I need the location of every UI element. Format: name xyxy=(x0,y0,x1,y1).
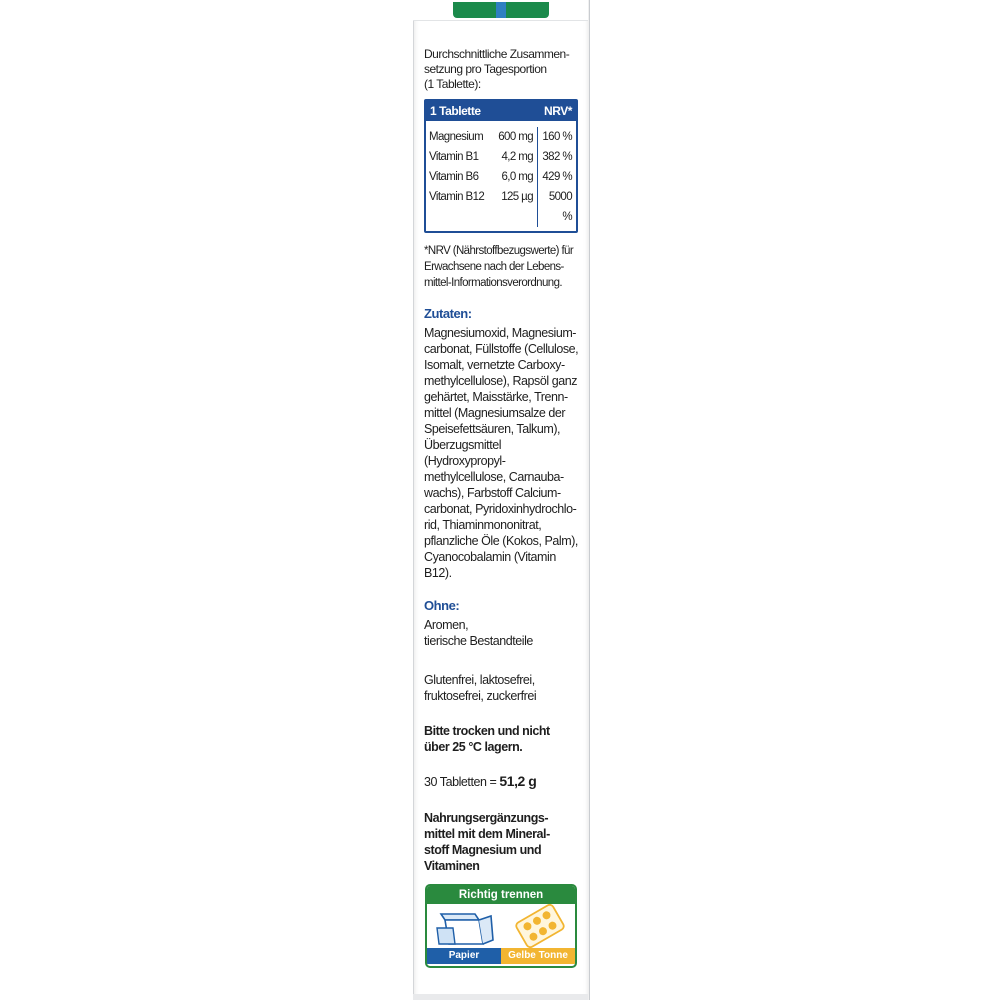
ingredients-heading: Zutaten: xyxy=(424,306,472,321)
nutrition-row xyxy=(426,187,576,227)
intro-line: (1 Tablette): xyxy=(424,77,481,91)
brand-logo-strip xyxy=(453,2,549,18)
recycling-icons xyxy=(427,904,575,948)
nutrition-row xyxy=(426,127,576,147)
ingredients-line: mittel (Magnesiumsalze der xyxy=(424,406,566,420)
free-from-line: fruktosefrei, zuckerfrei xyxy=(424,689,537,703)
nutrient-name: Vitamin B6 xyxy=(429,171,479,183)
ingredients-section xyxy=(424,306,584,581)
nutrition-row xyxy=(426,147,576,167)
recycling-title: Richtig trennen xyxy=(427,886,575,904)
free-from-statement xyxy=(424,672,584,704)
product-type-line: stoff Magnesium und xyxy=(424,843,542,857)
nutrient-nrv: 5000 % xyxy=(537,187,576,227)
ingredients-line: Cyanocobalamin (Vitamin B12). xyxy=(424,550,556,580)
ingredients-line: gehärtet, Maisstärke, Trenn- xyxy=(424,390,568,404)
without-section xyxy=(424,598,584,649)
ingredients-line: Isomalt, vernetzte Carboxy- xyxy=(424,358,565,372)
net-weight-value: 51,2 g xyxy=(499,773,537,789)
nutrition-table-body xyxy=(426,121,576,231)
without-line: tierische Bestandteile xyxy=(424,634,533,648)
footnote-line: Erwachsene nach der Lebens- xyxy=(424,261,564,273)
package-bottom-edge xyxy=(413,994,588,1000)
nutrient-nrv: 382 % xyxy=(537,147,576,167)
yellow-bin-label: Gelbe Tonne xyxy=(501,948,575,964)
storage-line: über 25 °C lagern. xyxy=(424,740,523,754)
nutrient-nrv: 429 % xyxy=(537,167,576,187)
ingredients-line: Überzugsmittel (Hydroxypropyl- xyxy=(424,438,506,468)
product-type-line: Nahrungsergänzungs- xyxy=(424,811,549,825)
footnote-line: *NRV (Nährstoffbezugswerte) für xyxy=(424,245,574,257)
nutrition-table xyxy=(424,99,578,233)
blister-pack-icon xyxy=(505,904,575,948)
serving-intro xyxy=(424,47,584,92)
nutrient-amount: 600 mg xyxy=(498,131,533,143)
ingredients-line: rid, Thiaminmononitrat, xyxy=(424,518,542,532)
ingredients-line: carbonat, Pyridoxinhydrochlo- xyxy=(424,502,577,516)
without-heading: Ohne: xyxy=(424,598,460,613)
product-type-line: mittel mit dem Mineral- xyxy=(424,827,550,841)
net-weight xyxy=(424,773,584,790)
free-from-line: Glutenfrei, laktosefrei, xyxy=(424,673,535,687)
nutrient-amount: 125 µg xyxy=(501,191,533,203)
nrv-footnote xyxy=(424,243,584,291)
nutrient-name: Magnesium xyxy=(429,131,484,143)
nutrient-amount: 6,0 mg xyxy=(501,171,533,183)
recycling-labels xyxy=(427,948,575,964)
ingredients-line: Magnesiumoxid, Magnesium- xyxy=(424,326,577,340)
nutrient-name: Vitamin B1 xyxy=(429,151,479,163)
ingredients-line: methylcellulose), Rapsöl ganz xyxy=(424,374,578,388)
without-line: Aromen, xyxy=(424,618,469,632)
intro-line: Durchschnittliche Zusammen- xyxy=(424,47,570,61)
nutrient-name: Vitamin B12 xyxy=(429,191,485,203)
net-weight-prefix: 30 Tabletten = xyxy=(424,775,500,789)
nutrition-row xyxy=(426,167,576,187)
paper-label: Papier xyxy=(427,948,501,964)
intro-line: setzung pro Tagesportion xyxy=(424,62,547,76)
ingredients-line: wachs), Farbstoff Calcium- xyxy=(424,486,561,500)
paper-bin-icon xyxy=(431,904,501,948)
nutrient-amount: 4,2 mg xyxy=(501,151,533,163)
nutrient-nrv: 160 % xyxy=(537,127,576,147)
product-type xyxy=(424,810,584,874)
ingredients-line: carbonat, Füllstoffe (Cellulose, xyxy=(424,342,579,356)
ingredients-line: methylcellulose, Carnauba- xyxy=(424,470,564,484)
storage-line: Bitte trocken und nicht xyxy=(424,724,550,738)
footnote-line: mittel-Informationsverordnung. xyxy=(424,277,562,289)
recycling-guide xyxy=(425,884,577,968)
nutrition-header-nrv: NRV* xyxy=(544,104,572,118)
product-type-line: Vitaminen xyxy=(424,859,480,873)
nutrition-table-header xyxy=(426,101,576,121)
label-content xyxy=(424,47,584,874)
nutrition-header-serving: 1 Tablette xyxy=(430,104,481,118)
ingredients-line: pflanzliche Öle (Kokos, Palm), xyxy=(424,534,578,548)
storage-instructions xyxy=(424,723,584,755)
ingredients-line: Speisefettsäuren, Talkum), xyxy=(424,422,561,436)
